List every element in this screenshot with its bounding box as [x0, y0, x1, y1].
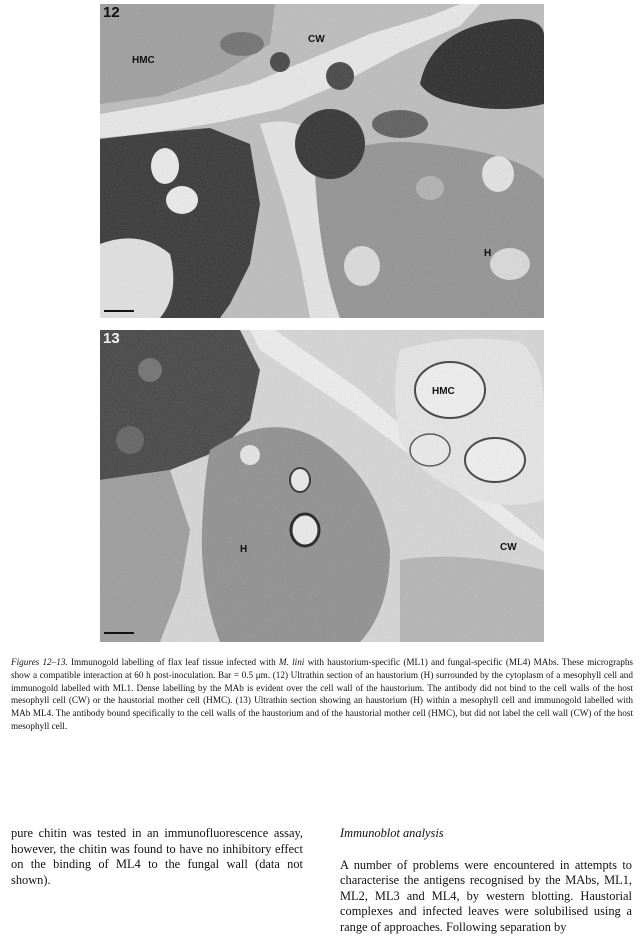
- figure-caption: [11, 656, 633, 733]
- hmc-label-13: HMC: [432, 386, 455, 397]
- caption-text-part2: with haustorium-specific (ML1) and fungal-specific (ML4) MAbs. These micrographs show a compatible interaction at 60 h post-inoculation. Bar = 0.5 μm. (12) Ultrathin section of an haustorium (H) surrounded by the cytoplasm of a mesophyll cell and immunogold labelled with ML1. Dense labelling by the MAb is evident over the cell wall of the haustorium. The antibody did not bind to the cell walls of the host mesophyll cell (CW) or the haustorial mother cell (HMC). (13) Ultrathin section showing an haustorium (H) within a mesophyll cell and immunogold labelled with MAb ML4. The antibody bound specifically to the cell walls of the haustorium and of the haustorial mother cell (HMC), but did not label the cell wall (CW) of the host mesophyll cell.: [11, 657, 633, 731]
- caption-species: M. lini: [278, 657, 305, 667]
- section-heading: Immunoblot analysis: [340, 826, 444, 840]
- figure-number-13: 13: [103, 330, 120, 347]
- cw-label-13: CW: [500, 542, 517, 553]
- left-column: [11, 826, 303, 888]
- micrograph-12-image: [100, 4, 544, 318]
- micrograph-13-image: [100, 330, 544, 642]
- hmc-label-12: HMC: [132, 55, 155, 66]
- caption-lead: Figures 12–13.: [11, 657, 68, 667]
- micrograph-figure-13: [100, 330, 544, 642]
- cw-label-12: CW: [308, 34, 325, 45]
- haustorium-label-12: H: [484, 248, 492, 259]
- haustorium-label-13: H: [240, 544, 248, 555]
- scale-bar: [104, 310, 134, 312]
- micrograph-figure-12: [100, 4, 544, 318]
- right-column: [340, 826, 632, 936]
- figure-number-12: 12: [103, 4, 120, 21]
- left-paragraph: pure chitin was tested in an immunofluorescence assay, however, the chitin was found to have no inhibitory effect on the binding of ML4 to the fungal wall (data not shown).: [11, 826, 303, 887]
- right-paragraph: A number of problems were encountered in attempts to characterise the antigens recognised by the MAbs, ML1, ML2, ML3 and ML4, by western blotting. Haustorial complexes and infected leaves were solubilised using a range of approaches. Following separation by: [340, 857, 632, 934]
- caption-text-part1: Immunogold labelling of flax leaf tissue infected with: [67, 657, 279, 667]
- scale-bar-13: [104, 632, 134, 634]
